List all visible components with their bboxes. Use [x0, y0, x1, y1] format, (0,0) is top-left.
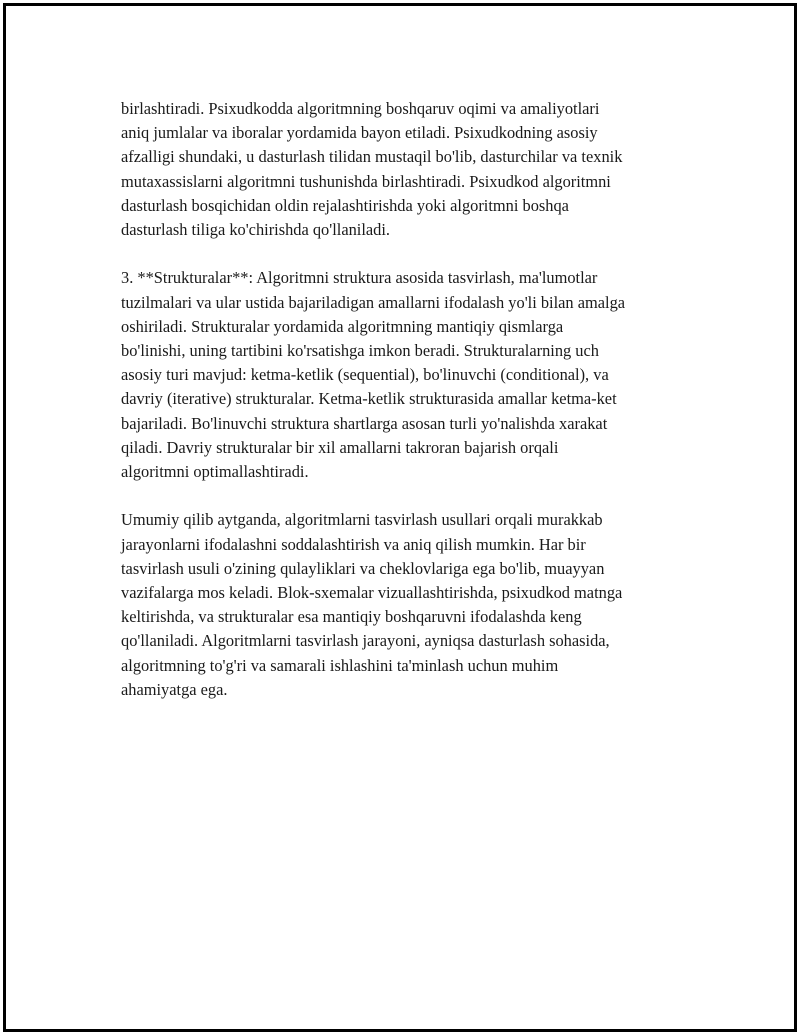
document-body: [121, 97, 691, 702]
text-line: aniq jumlalar va iboralar yordamida bayon etiladi. Psixudkodning asosiy: [121, 123, 598, 143]
text-line: oshiriladi. Strukturalar yordamida algoritmning mantiqiy qismlarga: [121, 316, 564, 336]
document-page: [3, 3, 797, 1032]
text-line: qo'llaniladi. Algoritmlarni tasvirlash jarayoni, ayniqsa dasturlash sohasida,: [121, 631, 610, 651]
text-line: 3. **Strukturalar**: Algoritmni struktura asosida tasvirlash, ma'lumotlar: [121, 268, 598, 288]
text-line: algoritmning to'g'ri va samarali ishlashini ta'minlash uchun muhim: [121, 655, 559, 675]
text-line: tasvirlash usuli o'zining qulayliklari va cheklovlariga ega bo'lib, muayyan: [121, 558, 605, 578]
text-line: algoritmni optimallashtiradi.: [121, 462, 309, 482]
text-line: bajariladi. Bo'linuvchi struktura shartlarga asosan turli yo'nalishda xarakat: [121, 413, 608, 433]
text-line: dasturlash bosqichidan oldin rejalashtirishda yoki algoritmni boshqa: [121, 195, 569, 215]
text-line: ahamiyatga ega.: [121, 679, 228, 699]
text-line: tuzilmalari va ular ustida bajariladigan amallarni ifodalash yo'li bilan amalga: [121, 292, 626, 312]
text-line: Umumiy qilib aytganda, algoritmlarni tasvirlash usullari orqali murakkab: [121, 510, 603, 530]
paragraph-conclusion: [121, 508, 691, 702]
paragraph-pseudocode-continuation: [121, 97, 691, 242]
paragraph-structures: [121, 266, 691, 484]
text-line: davriy (iterative) strukturalar. Ketma-ketlik strukturasida amallar ketma-ket: [121, 389, 617, 409]
text-line: mutaxassislarni algoritmni tushunishda birlashtiradi. Psixudkod algoritmni: [121, 171, 611, 191]
text-line: vazifalarga mos keladi. Blok-sxemalar vizuallashtirishda, psixudkod matnga: [121, 583, 623, 603]
text-line: qiladi. Davriy strukturalar bir xil amallarni takroran bajarish orqali: [121, 437, 559, 457]
text-line: keltirishda, va strukturalar esa mantiqiy boshqaruvni ifodalashda keng: [121, 607, 582, 627]
text-line: afzalligi shundaki, u dasturlash tilidan mustaqil bo'lib, dasturchilar va texnik: [121, 147, 623, 167]
text-line: bo'linishi, uning tartibini ko'rsatishga imkon beradi. Strukturalarning uch: [121, 341, 599, 361]
text-line: asosiy turi mavjud: ketma-ketlik (sequential), bo'linuvchi (conditional), va: [121, 365, 609, 385]
text-line: birlashtiradi. Psixudkodda algoritmning boshqaruv oqimi va amaliyotlari: [121, 99, 600, 118]
text-line: dasturlash tiliga ko'chirishda qo'llaniladi.: [121, 220, 391, 240]
text-line: jarayonlarni ifodalashni soddalashtirish va aniq qilish mumkin. Har bir: [121, 534, 586, 554]
